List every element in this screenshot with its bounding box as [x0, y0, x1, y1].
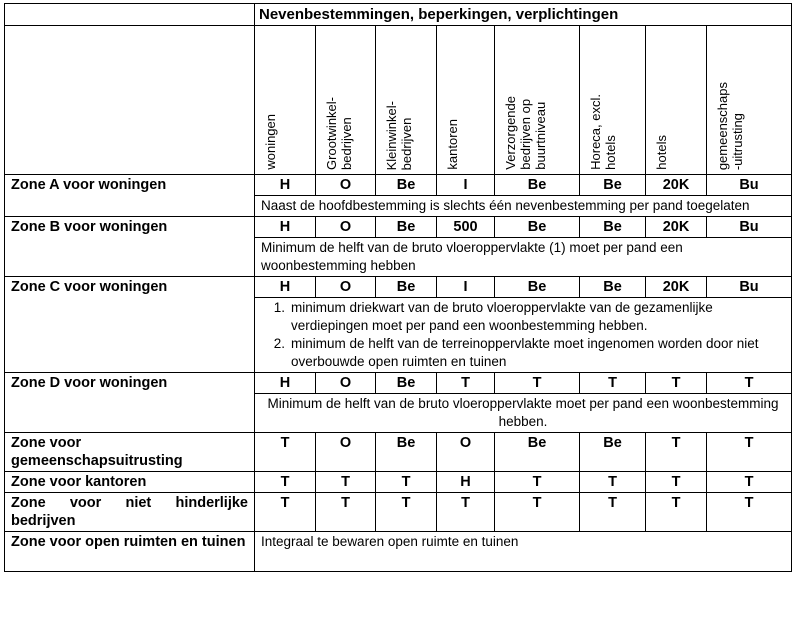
table-cell: T — [376, 493, 437, 532]
column-label-hotels: hotels — [654, 135, 669, 170]
list-item-text: minimum driekwart van de bruto vloeroppervlakte van de gezamenlijke verdiepingen moet per pand een woonbestemming hebben. — [291, 300, 713, 333]
column-label-verzorgende: Verzorgende bedrijven op buurtniveau — [503, 96, 548, 170]
table-cell: 20K — [646, 277, 707, 298]
table-title: Nevenbestemmingen, beperkingen, verplichtingen — [255, 4, 792, 26]
table-cell: Be — [376, 217, 437, 238]
table-cell: O — [316, 433, 376, 472]
corner-cell — [5, 4, 255, 26]
table-cell: O — [316, 217, 376, 238]
table-cell: T — [255, 433, 316, 472]
column-label-grootwinkel: Grootwinkel- bedrijven — [324, 97, 354, 170]
table-cell: T — [707, 433, 792, 472]
column-header — [495, 26, 580, 175]
zone-note-list — [261, 299, 785, 371]
column-label-woningen: woningen — [263, 114, 278, 170]
table-cell: Bu — [707, 277, 792, 298]
table-cell: O — [316, 175, 376, 196]
table-cell: T — [255, 493, 316, 532]
zone-label: Zone voor open ruimten en tuinen — [5, 532, 255, 572]
table-cell: T — [437, 373, 495, 394]
table-cell: Be — [580, 277, 646, 298]
zone-label: Zone C voor woningen — [5, 277, 255, 373]
table-cell: T — [580, 373, 646, 394]
table-cell: Bu — [707, 217, 792, 238]
table-cell: Be — [580, 217, 646, 238]
column-header — [376, 26, 437, 175]
table-cell: H — [437, 472, 495, 493]
table-cell: T — [707, 373, 792, 394]
column-header — [255, 26, 316, 175]
table-cell: H — [255, 277, 316, 298]
column-label-kleinwinkel: Kleinwinkel- bedrijven — [384, 100, 414, 170]
zone-label: Zone D voor woningen — [5, 373, 255, 433]
table-cell: T — [495, 472, 580, 493]
table-cell: T — [646, 493, 707, 532]
table-cell: T — [255, 472, 316, 493]
zone-note: Minimum de helft van de bruto vloeroppervlakte moet per pand een woonbestemming hebben. — [255, 394, 792, 433]
table-cell: T — [437, 493, 495, 532]
table-cell: Be — [495, 175, 580, 196]
zone-label: Zone B voor woningen — [5, 217, 255, 277]
zone-label: Zone voor kantoren — [5, 472, 255, 493]
column-label-gemeenschap: gemeenschaps -uitrusting — [715, 81, 745, 170]
list-item-number: 1. — [273, 300, 285, 315]
table-cell: T — [580, 493, 646, 532]
table-cell: T — [495, 373, 580, 394]
column-header — [707, 26, 792, 175]
table-cell: T — [316, 493, 376, 532]
zone-label: Zone voor niet hinderlijke bedrijven — [5, 493, 255, 532]
list-item-text: minimum de helft van de terreinoppervlakte moet ingenomen worden door niet overbouwde open ruimten en tuinen — [291, 336, 759, 369]
table-cell: Be — [495, 433, 580, 472]
list-item-number: 2. — [273, 336, 285, 351]
table-cell: I — [437, 175, 495, 196]
list-item — [261, 299, 785, 335]
table-cell: 20K — [646, 217, 707, 238]
column-label-kantoren: kantoren — [445, 119, 460, 170]
list-item — [261, 335, 785, 371]
table-cell: Be — [376, 433, 437, 472]
table-cell: T — [646, 472, 707, 493]
table-cell: Be — [580, 175, 646, 196]
table-cell: Be — [495, 217, 580, 238]
table-cell: H — [255, 217, 316, 238]
table-cell: Bu — [707, 175, 792, 196]
table-cell: I — [437, 277, 495, 298]
table-cell: Be — [376, 373, 437, 394]
table-cell: Be — [580, 433, 646, 472]
zone-note: Minimum de helft van de bruto vloeroppervlakte (1) moet per pand een woonbestemming hebben — [255, 238, 792, 277]
table-cell: T — [646, 373, 707, 394]
column-header — [646, 26, 707, 175]
table-cell: Be — [495, 277, 580, 298]
table-cell: 500 — [437, 217, 495, 238]
table-cell: H — [255, 373, 316, 394]
zone-note: Naast de hoofdbestemming is slechts één nevenbestemming per pand toegelaten — [255, 196, 792, 217]
table-cell: Be — [376, 175, 437, 196]
table-cell: T — [376, 472, 437, 493]
zone-label: Zone voor gemeenschapsuitrusting — [5, 433, 255, 472]
column-header — [316, 26, 376, 175]
table-cell: T — [316, 472, 376, 493]
zoning-table — [4, 3, 792, 572]
zone-note — [255, 298, 792, 373]
column-header — [580, 26, 646, 175]
table-cell: T — [646, 433, 707, 472]
table-cell: H — [255, 175, 316, 196]
column-label-horeca: Horeca, excl. hotels — [588, 94, 618, 170]
table-cell: T — [707, 472, 792, 493]
table-cell: O — [437, 433, 495, 472]
corner-cell-2 — [5, 26, 255, 175]
table-cell: 20K — [646, 175, 707, 196]
zone-note: Integraal te bewaren open ruimte en tuinen — [255, 532, 792, 572]
table-cell: T — [495, 493, 580, 532]
table-cell: T — [707, 493, 792, 532]
table-cell: O — [316, 373, 376, 394]
table-cell: O — [316, 277, 376, 298]
zone-label: Zone A voor woningen — [5, 175, 255, 217]
table-cell: Be — [376, 277, 437, 298]
table-cell: T — [580, 472, 646, 493]
column-header — [437, 26, 495, 175]
